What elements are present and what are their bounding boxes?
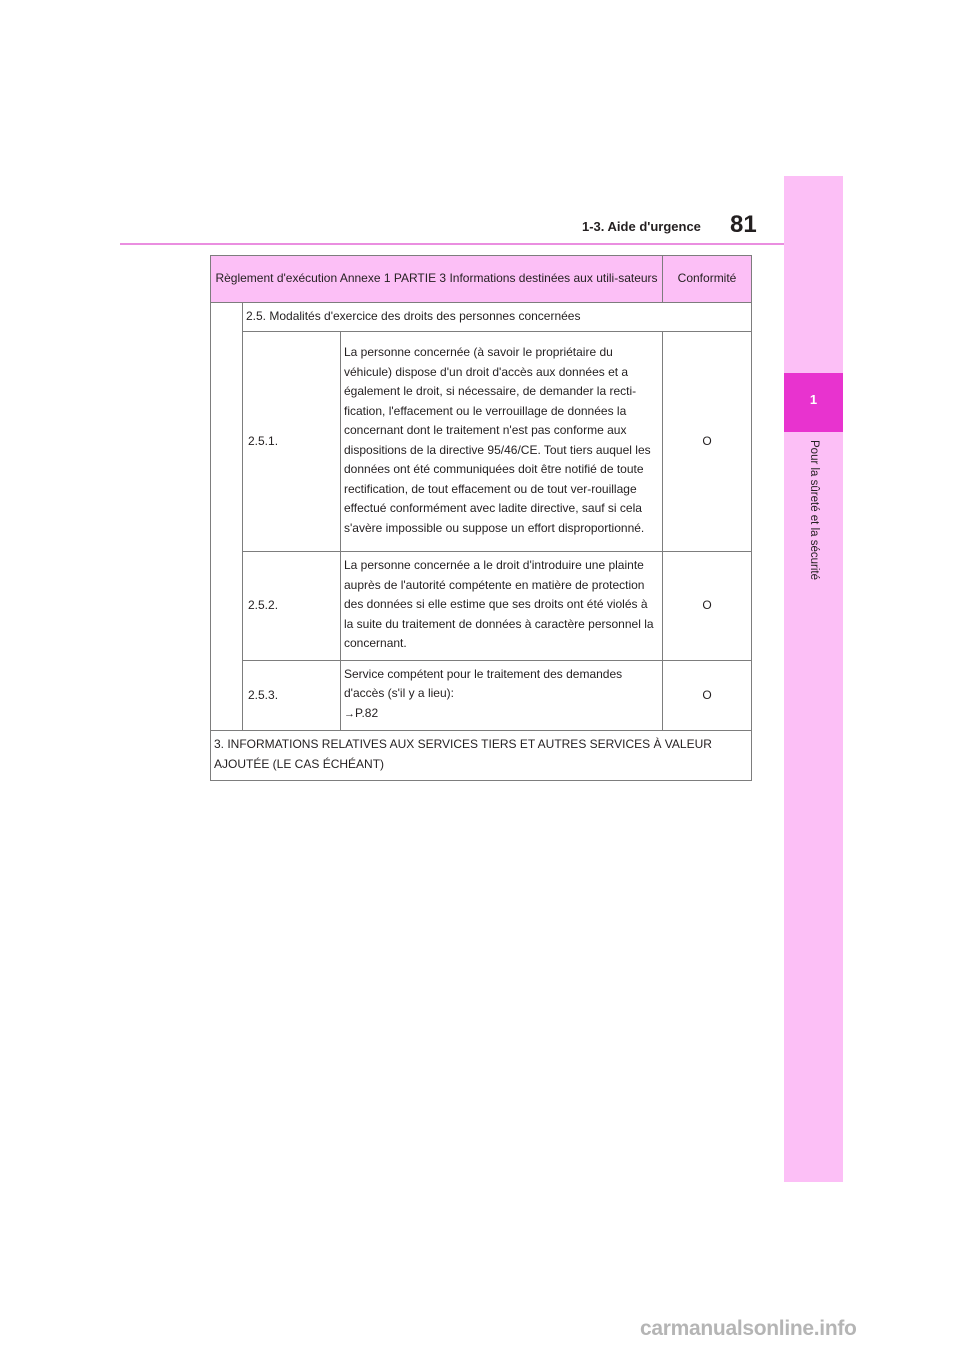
row-number: 2.5.1.: [243, 332, 341, 552]
regulation-table: [210, 255, 752, 781]
indent-cell: [211, 303, 243, 731]
row-text: La personne concernée a le droit d'introduire une plainte auprès de l'autorité compétente en matière de protection des données si elle estime que ses droits ont été violés à la suite du traitement de données à caractère personnel la concernant.: [341, 552, 663, 661]
section-2-5-heading: 2.5. Modalités d'exercice des droits des personnes concernées: [243, 303, 752, 332]
page-reference: [344, 704, 659, 725]
row-text: La personne concernée (à savoir le propriétaire du véhicule) dispose d'un droit d'accès aux données et a également le droit, si nécessaire, de demander la recti-fication, l'effacement ou le verrouillage de données la concernant dont le traitement n'est pas conforme aux dispositions de la directive 95/46/CE. Tout tiers auquel les données ont été communiquées doit être notifié de toute rectification, de tout effacement ou de tout ver-rouillage effectué conformément avec ladite directive, sauf si cela s'avère impossible ou suppose un effort disproportionné.: [341, 332, 663, 552]
header-divider: [120, 243, 784, 245]
chapter-title: Pour la sûreté et la sécurité: [808, 440, 820, 580]
section-title: 1-3. Aide d'urgence: [582, 219, 701, 234]
row-conformity: O: [663, 660, 752, 731]
table-row: [211, 731, 752, 781]
row-number: 2.5.3.: [243, 660, 341, 731]
row-text-cell: [341, 660, 663, 731]
table-row: [211, 552, 752, 661]
table-row: [211, 660, 752, 731]
chapter-side-tab: [784, 176, 843, 1182]
section-3-heading: 3. INFORMATIONS RELATIVES AUX SERVICES TIERS ET AUTRES SERVICES À VALEUR AJOUTÉE (LE CAS ÉCHÉANT): [211, 731, 752, 781]
row-conformity: O: [663, 332, 752, 552]
row-conformity: O: [663, 552, 752, 661]
arrow-right-icon: →: [344, 707, 355, 720]
table-row: [211, 303, 752, 332]
row-text: Service compétent pour le traitement des demandes d'accès (s'il y a lieu):: [344, 666, 623, 700]
header-conformity: Conformité: [663, 256, 752, 303]
row-number: 2.5.2.: [243, 552, 341, 661]
chapter-number: 1: [809, 392, 818, 407]
table-row: [211, 332, 752, 552]
page-reference-link[interactable]: P.82: [355, 705, 379, 720]
watermark: carmanualsonline.info: [640, 1317, 857, 1340]
table-header-row: [211, 256, 752, 303]
header-regulation: Règlement d'exécution Annexe 1 PARTIE 3 Informations destinées aux utili-sateurs: [211, 256, 663, 303]
page-number: 81: [730, 211, 757, 238]
